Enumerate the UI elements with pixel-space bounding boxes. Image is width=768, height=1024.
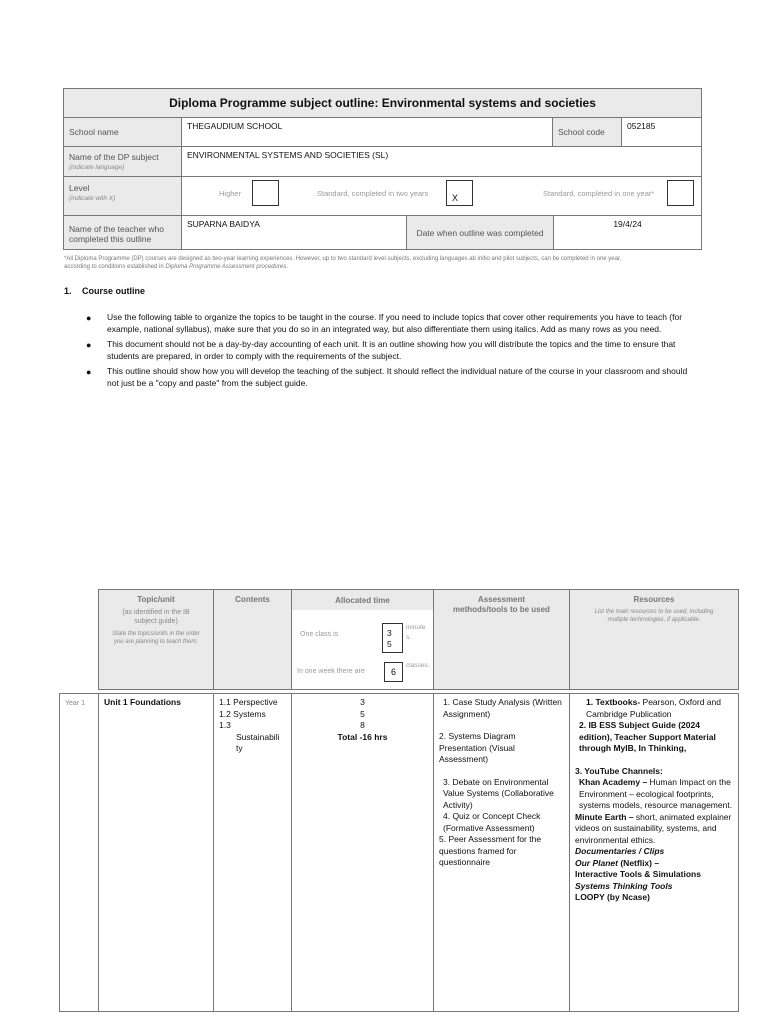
time-value: 3 xyxy=(360,697,365,707)
resource-text: short, animated explainer videos on sustainability, systems, and environmental ethics. xyxy=(575,811,732,845)
school-name-label-cell xyxy=(63,117,182,147)
footnote-end: . xyxy=(286,264,288,270)
date-cell xyxy=(553,215,702,250)
level-standard-one-label: Standard, completed in one year* xyxy=(543,189,655,198)
header-resources-sub: List the main resources to be used, including multiple technologies, if applicable. xyxy=(594,609,714,623)
footnote-italic: Diploma Programme Assessment procedures xyxy=(165,264,287,270)
class-minutes-value: 35 xyxy=(387,628,392,649)
level-standard-one-checkbox[interactable] xyxy=(667,180,694,206)
content-item: Sustainabili xyxy=(236,731,280,742)
contents-cell xyxy=(213,693,292,1012)
assessment-item: 2. Systems Diagram Presentation (Visual Assessment) xyxy=(439,731,516,764)
teacher-cell xyxy=(181,215,407,250)
content-item: 1.3 xyxy=(219,720,231,730)
header-assessment xyxy=(433,589,570,690)
level-standard-two-mark: X xyxy=(452,193,459,203)
bullet-icon: ● xyxy=(86,313,92,323)
resource-interactive-tools: Interactive Tools & Simulations xyxy=(575,869,701,879)
unit-name: Unit 1 Foundations xyxy=(104,697,181,707)
level-higher-label: Higher xyxy=(219,189,242,198)
classes-label: classes. xyxy=(406,662,430,669)
time-total: Total -16 hrs xyxy=(337,731,388,742)
subject-label-cell xyxy=(63,146,182,177)
resource-bold: Khan Academy – xyxy=(579,777,648,787)
header-contents-label: Contents xyxy=(235,595,270,604)
header-contents xyxy=(213,589,292,690)
assessment-item: 5. Peer Assessment for the questions framed for questionnaire xyxy=(439,834,542,867)
bullet-icon: ● xyxy=(86,340,92,350)
resource-loopy: LOOPY (by Ncase) xyxy=(575,892,650,902)
instruction-item xyxy=(86,311,699,335)
resources-cell xyxy=(569,693,739,1012)
resource-documentaries: Documentaries / Clips xyxy=(575,846,665,856)
section-heading xyxy=(64,286,145,296)
outline-title-cell xyxy=(63,88,702,118)
level-label-cell xyxy=(63,176,182,216)
level-standard-two-label: Standard, completed in two years xyxy=(317,189,429,198)
teacher-label-cell xyxy=(63,215,182,250)
subject-label: Name of the DP subject xyxy=(69,152,159,162)
time-cell xyxy=(291,693,434,1012)
resource-systems-thinking: Systems Thinking Tools xyxy=(575,880,673,891)
minutes-label: minutes. xyxy=(406,624,426,641)
year-cell xyxy=(59,693,99,1012)
resource-text: Human Impact on the Environment – ecological footprints, systems models, resource management. xyxy=(579,777,733,810)
school-name-value: THEGAUDIUM SCHOOL xyxy=(187,121,283,131)
resource-khan-academy xyxy=(575,777,733,812)
time-value: 8 xyxy=(360,720,365,730)
resource-textbooks xyxy=(575,697,733,720)
class-minutes-field[interactable] xyxy=(382,623,403,653)
footnote-line-1: *All Diploma Programme (DP) courses are designed as two-year learning experiences. However, up to two standard level subjects, excluding languages ab initio and pilot subjects, can be completed in one year, xyxy=(64,256,622,262)
header-topic xyxy=(98,589,214,690)
subject-hint: (indicate language) xyxy=(69,164,125,171)
school-code-value: 052185 xyxy=(627,121,656,131)
classes-per-week-value: 6 xyxy=(391,667,397,677)
assessment-item: 3. Debate on Environmental Value Systems (Collaborative Activity) xyxy=(443,776,554,810)
resource-bold: 1. Textbooks- xyxy=(586,697,641,707)
subject-cell xyxy=(181,146,702,177)
assessment-item: 4. Quiz or Concept Check (Formative Assessment) xyxy=(443,811,541,833)
unit-cell xyxy=(98,693,214,1012)
date-label: Date when outline was completed xyxy=(416,228,544,238)
content-item: ty xyxy=(236,743,243,753)
resource-youtube-heading: 3. YouTube Channels: xyxy=(575,765,663,776)
subject-value: ENVIRONMENTAL SYSTEMS AND SOCIETIES (SL) xyxy=(187,150,389,160)
section-number: 1. xyxy=(64,286,72,296)
one-week-label: In one week there are xyxy=(297,668,365,675)
school-code-cell xyxy=(621,117,702,147)
header-topic-label: Topic/unit xyxy=(137,595,175,604)
header-topic-sub1: (as identified in the IB subject guide) xyxy=(122,609,190,625)
header-assessment-label: Assessment methods/tools to be used xyxy=(453,595,550,614)
header-time-label: Allocated time xyxy=(292,590,433,611)
header-topic-sub2: State the topics/units in the order you are planning to teach them. xyxy=(112,631,200,645)
school-code-label: School code xyxy=(558,127,605,137)
year-label: Year 1 xyxy=(65,700,85,707)
school-name-cell xyxy=(181,117,553,147)
teacher-value: SUPARNA BAIDYA xyxy=(187,219,260,229)
instruction-item xyxy=(86,338,699,362)
classes-per-week-field[interactable] xyxy=(384,662,403,682)
content-item: 1.1 Perspective xyxy=(219,697,278,707)
resource-bold: Minute Earth – xyxy=(575,811,634,822)
header-resources-label: Resources xyxy=(633,595,675,604)
instruction-item xyxy=(86,365,699,389)
time-setup-area xyxy=(292,610,433,689)
assessment-item: 1. Case Study Analysis (Written Assignment) xyxy=(443,697,562,719)
date-value: 19/4/24 xyxy=(613,219,642,229)
one-class-label: One class is xyxy=(300,631,339,638)
section-title: Course outline xyxy=(82,286,146,296)
resource-italic: Our Planet xyxy=(575,857,618,868)
instruction-text: This outline should show how you will develop the teaching of the subject. It should reflect the individual nature of the course in your classroom and should not just be a "copy and paste" from the subject guide. xyxy=(107,366,688,388)
level-label: Level xyxy=(69,183,90,193)
header-resources xyxy=(569,589,739,690)
resource-text: Pearson, Oxford and Cambridge Publication xyxy=(586,697,721,719)
outline-title: Diploma Programme subject outline: Environmental systems and societies xyxy=(169,96,596,110)
date-label-cell xyxy=(406,215,554,250)
level-higher-checkbox[interactable] xyxy=(252,180,279,206)
bullet-icon: ● xyxy=(86,367,92,377)
content-item: 1.2 Systems xyxy=(219,708,266,719)
level-standard-two-checkbox[interactable] xyxy=(446,180,473,206)
assessment-cell xyxy=(433,693,570,1012)
instruction-list xyxy=(86,311,699,392)
level-hint: (indicate with X) xyxy=(69,195,116,202)
footnote xyxy=(64,255,704,271)
resource-minute-earth xyxy=(575,812,733,847)
footnote-text: according to conditions established in xyxy=(64,264,166,270)
school-code-label-cell xyxy=(552,117,622,147)
resource-text: (Netflix) – xyxy=(617,857,660,868)
time-value: 5 xyxy=(360,708,365,719)
school-name-label: School name xyxy=(69,127,119,137)
resource-subject-guide: 2. IB ESS Subject Guide (2024 edition), Teacher Support Material through MyIB, In Thinking, xyxy=(579,720,716,753)
instruction-text: This document should not be a day-by-day accounting of each unit. It is an outline showing how you will distribute the topics and the time to ensure that students are prepared, in order to comply with the requirements of the subject. xyxy=(107,339,676,361)
instruction-text: Use the following table to organize the topics to be taught in the course. If you need to include topics that cover other requirements you have to teach (for example, national syllabus), make sure that you do so in an integrated way, but also differentiate them using italics. Add as many rows as you need. xyxy=(107,312,683,334)
footnote-line-2 xyxy=(64,263,704,271)
resource-our-planet xyxy=(575,858,733,870)
teacher-label: Name of the teacher who completed this outline xyxy=(69,224,164,244)
